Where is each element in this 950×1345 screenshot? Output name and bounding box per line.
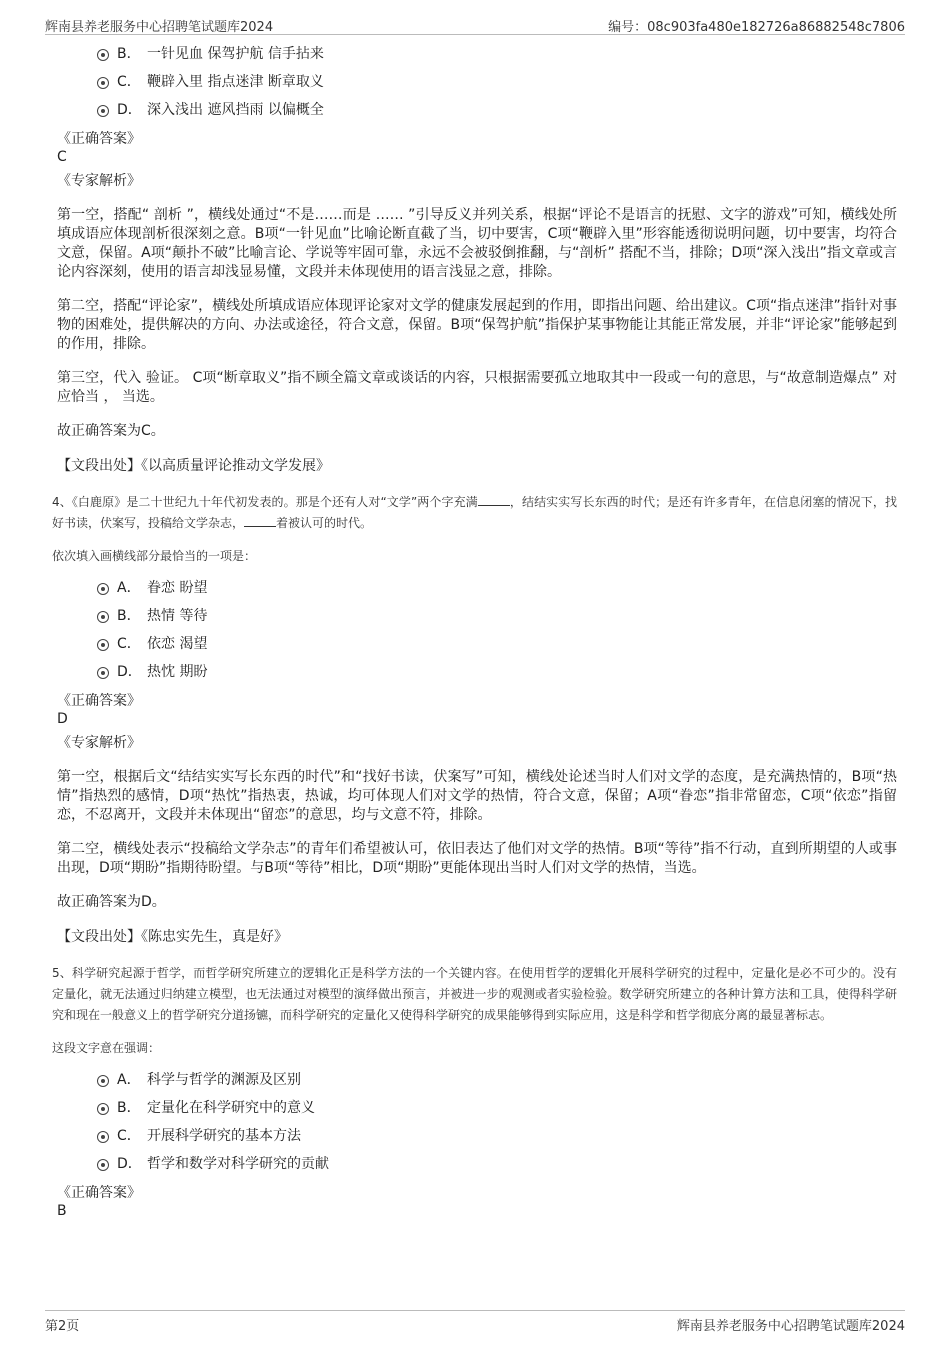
option-key: D．	[117, 102, 142, 118]
option-text: 热忱 期盼	[147, 664, 208, 680]
q3-analysis-label: 《专家解析》	[57, 173, 141, 189]
q5-answer-label: 《正确答案》	[57, 1185, 141, 1201]
radio-icon[interactable]	[97, 49, 109, 61]
q4-text-a: 4、《白鹿原》是二十世纪九十年代初发表的。那是个还有人对“文学”两个字充满	[52, 495, 478, 509]
option-key: D．	[117, 664, 142, 680]
q5-answer: B	[57, 1203, 67, 1219]
option-text: 依恋 渴望	[147, 636, 208, 652]
option-key: A．	[117, 580, 141, 596]
q4-conclusion: 故正确答案为D。	[57, 894, 166, 910]
radio-icon[interactable]	[97, 639, 109, 651]
option-key: A．	[117, 1072, 141, 1088]
radio-icon[interactable]	[97, 1131, 109, 1143]
radio-icon[interactable]	[97, 583, 109, 595]
header-serial: 编号：08c903fa480e182726a86882548c7806	[608, 20, 905, 35]
q4-options	[57, 574, 897, 686]
page-footer	[45, 1310, 905, 1335]
q4-option-a[interactable]	[57, 574, 897, 602]
q4-option-b[interactable]	[57, 602, 897, 630]
q3-options	[57, 40, 897, 124]
q4-stem	[52, 492, 897, 534]
q4-analysis-para: 第二空，横线处表示“投稿给文学杂志”的青年们希望被认可，依旧表达了他们对文学的热情。B项“等待”指不行动，直到所期望的人或事出现，D项“期盼”指期待盼望。与B项“等待”相比，D项“期盼”更能体现出当时人们对文学的热情，当选。	[57, 841, 897, 876]
q3-conclusion: 故正确答案为C。	[57, 423, 165, 439]
option-key: D．	[117, 1156, 142, 1172]
q3-analysis-para: 第三空，代入 验证。 C项“断章取义”指不顾全篇文章或谈话的内容，只根据需要孤立地取其中一段或一句的意思，与“故意制造爆点” 对应恰当 ， 当选。	[57, 370, 897, 405]
option-text: 眷恋 盼望	[147, 580, 208, 596]
q4-analysis-para: 第一空，根据后文“结结实实写长东西的时代”和“找好书读，伏案写”可知，横线处论述当时人们对文学的态度，是充满热情的，B项“热情”指热烈的感情，D项“热忱”指热衷，热诚，均可体现人们对文学的热情，符合文意，保留；A项“眷恋”指非常留恋，C项“依恋”指留恋，不忍离开，文段并未体现出“留恋”的意思，均与文意不符，排除。	[57, 769, 897, 823]
radio-icon[interactable]	[97, 1103, 109, 1115]
option-text: 定量化在科学研究中的意义	[147, 1100, 315, 1116]
option-key: C．	[117, 636, 141, 652]
q4-option-c[interactable]	[57, 630, 897, 658]
q4-text-c: 着被认可的时代。	[276, 516, 373, 530]
option-text: 科学与哲学的渊源及区别	[147, 1072, 301, 1088]
q4-prompt: 依次填入画横线部分最恰当的一项是：	[52, 549, 257, 563]
option-key: C．	[117, 74, 141, 90]
radio-icon[interactable]	[97, 105, 109, 117]
option-text: 热情 等待	[147, 608, 208, 624]
option-key: C．	[117, 1128, 141, 1144]
option-text: 一针见血 保驾护航 信手拈来	[147, 46, 324, 62]
q3-option-d[interactable]	[57, 96, 897, 124]
q5-option-b[interactable]	[57, 1094, 897, 1122]
document-body	[52, 40, 897, 1226]
q5-option-d[interactable]	[57, 1150, 897, 1178]
q5-option-a[interactable]	[57, 1066, 897, 1094]
option-key: B．	[117, 1100, 141, 1116]
header-title: 辉南县养老服务中心招聘笔试题库2024	[45, 20, 274, 35]
q5-option-c[interactable]	[57, 1122, 897, 1150]
radio-icon[interactable]	[97, 667, 109, 679]
option-key: B．	[117, 46, 141, 62]
radio-icon[interactable]	[97, 611, 109, 623]
q3-option-c[interactable]	[57, 68, 897, 96]
q4-answer-label: 《正确答案》	[57, 693, 141, 709]
q4-answer: D	[57, 711, 68, 727]
q5-stem: 5、科学研究起源于哲学，而哲学研究所建立的逻辑化正是科学方法的一个关键内容。在使用哲学的逻辑化开展科学研究的过程中，定量化是必不可少的。没有定量化，就无法通过归纳建立模型，也无法通过对模型的演绎做出预言，并被进一步的观测或者实验检验。数学研究所建立的各种计算方法和工具，使得科学研究和现在一般意义上的哲学研究分道扬镳，而科学研究的定量化又使得科学研究的成果能够得到实际应用，这是科学和哲学彻底分离的最显著标志。	[52, 966, 897, 1022]
page-number: 第2页	[45, 1319, 80, 1334]
q3-analysis-para: 第二空，搭配“评论家”，横线处所填成语应体现评论家对文学的健康发展起到的作用，即指出问题、给出建议。C项“指点迷津”指针对事物的困难处，提供解决的方向、办法或途径，符合文意，保留。B项“保驾护航”指保护某事物能让其能正常发展，并非“评论家”能够起到的作用，排除。	[57, 298, 897, 352]
radio-icon[interactable]	[97, 1075, 109, 1087]
q3-analysis-para: 第一空，搭配“ 剖析 ”，横线处通过“不是……而是 …… ”引导反义并列关系，根据“评论不是语言的抚慰、文字的游戏”可知，横线处所填成语应体现剖析很深刻之意。B项“一针见血”比喻论断直截了当，切中要害，C项“鞭辟入里”形容能透彻说明问题，切中要害，均符合文意，保留。A项“颠扑不破”比喻言论、学说等牢固可靠，永远不会被驳倒推翻，与“剖析” 搭配不当，排除；D项“深入浅出”指文章或言论内容深刻，使用的语言却浅显易懂，文段并未体现使用的语言浅显之意，排除。	[57, 207, 897, 280]
q4-text-b: ，结结实实写长东西的时代；是还有许多青年，在信息闭塞的情况下，找好书读，伏案写，投稿给文学杂志，	[52, 495, 897, 530]
q5-prompt: 这段文字意在强调：	[52, 1041, 161, 1055]
option-text: 深入浅出 遮风挡雨 以偏概全	[147, 102, 324, 118]
q5-options	[57, 1066, 897, 1178]
q3-answer-label: 《正确答案》	[57, 131, 141, 147]
radio-icon[interactable]	[97, 1159, 109, 1171]
q3-answer: C	[57, 149, 67, 165]
option-key: B．	[117, 608, 141, 624]
answer-blank	[244, 514, 276, 527]
q4-source: 【文段出处】《陈忠实先生，真是好》	[57, 929, 288, 945]
radio-icon[interactable]	[97, 77, 109, 89]
footer-title: 辉南县养老服务中心招聘笔试题库2024	[676, 1319, 905, 1334]
option-text: 鞭辟入里 指点迷津 断章取义	[147, 74, 324, 90]
q3-source: 【文段出处】《以高质量评论推动文学发展》	[57, 458, 330, 474]
option-text: 开展科学研究的基本方法	[147, 1128, 301, 1144]
q4-analysis-label: 《专家解析》	[57, 735, 141, 751]
option-text: 哲学和数学对科学研究的贡献	[147, 1156, 329, 1172]
q4-option-d[interactable]	[57, 658, 897, 686]
answer-blank	[478, 493, 510, 506]
page-header	[45, 14, 905, 35]
q3-option-b[interactable]	[57, 40, 897, 68]
